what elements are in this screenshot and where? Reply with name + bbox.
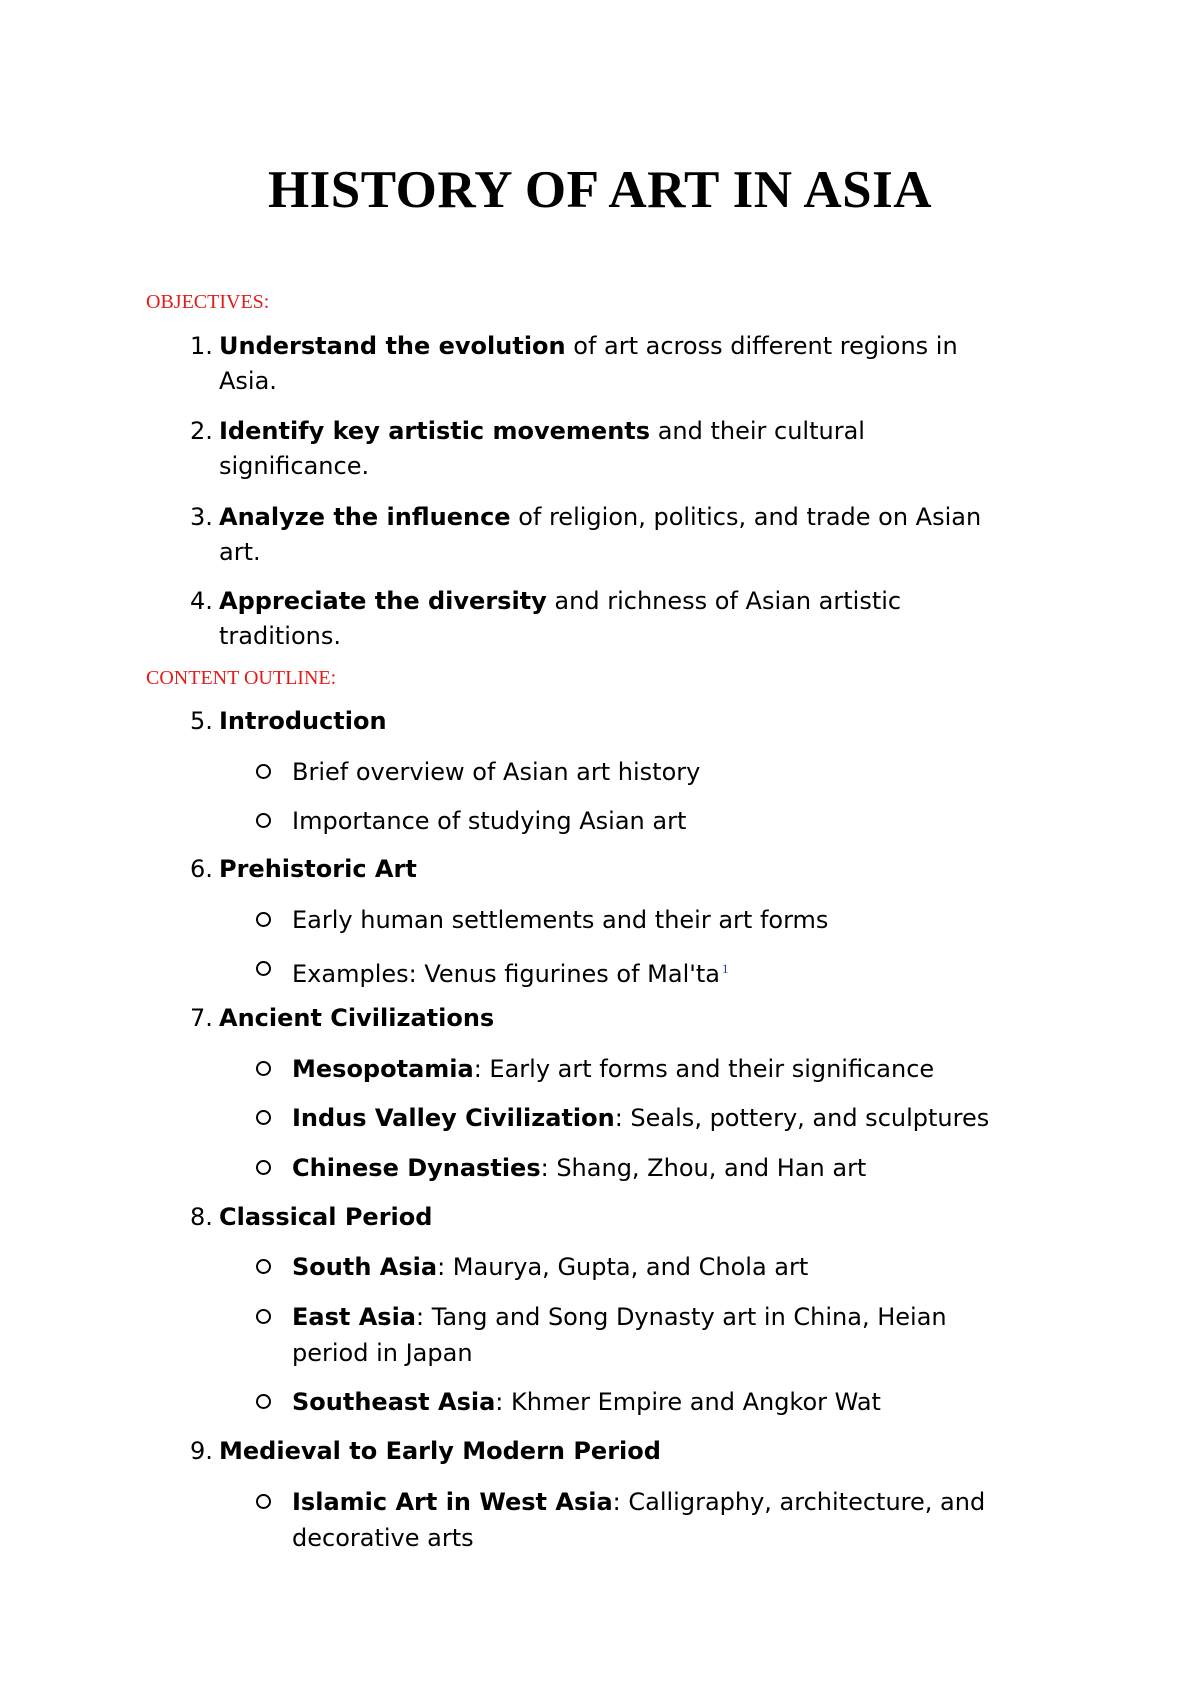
item-bold-text: Appreciate the diversity — [219, 587, 547, 615]
subitem-bold-text: Indus Valley Civilization — [292, 1104, 615, 1132]
subitem-text: : Tang and Song Dynasty art in China, Heian — [415, 1303, 947, 1331]
item-number: 5. — [190, 707, 213, 735]
outline-subitem — [256, 1384, 1116, 1420]
section-title: Classical Period — [219, 1203, 433, 1231]
subitem-text: Importance of studying Asian art — [292, 807, 687, 835]
outline-section — [190, 1200, 1070, 1235]
item-continuation: art. — [219, 538, 261, 566]
outline-subitem — [256, 1051, 1116, 1087]
section-title: Medieval to Early Modern Period — [219, 1437, 661, 1465]
outline-subitem — [256, 1150, 1116, 1186]
circle-bullet-icon — [256, 912, 271, 927]
item-continuation: Asia. — [219, 367, 277, 395]
circle-bullet-icon — [256, 1394, 271, 1409]
item-number: 8. — [190, 1203, 213, 1231]
circle-bullet-icon — [256, 813, 271, 828]
item-text: of religion, politics, and trade on Asian — [510, 503, 982, 531]
outline-subitem — [256, 1249, 1116, 1285]
outline-section — [190, 1434, 1070, 1469]
section-title: Ancient Civilizations — [219, 1004, 495, 1032]
circle-bullet-icon — [256, 1309, 271, 1324]
item-text: and richness of Asian artistic — [546, 587, 902, 615]
outline-subitem — [256, 902, 1116, 938]
item-text: of art across different regions in — [565, 332, 958, 360]
outline-subitem — [256, 803, 1116, 839]
subitem-text: : Seals, pottery, and sculptures — [614, 1104, 990, 1132]
item-bold-text: Understand the evolution — [219, 332, 566, 360]
outline-section — [190, 1001, 1070, 1036]
subitem-bold-text: Mesopotamia — [292, 1055, 474, 1083]
subitem-text: : Calligraphy, architecture, and — [612, 1488, 986, 1516]
item-continuation: significance. — [219, 452, 370, 480]
subitem-text: Examples: Venus figurines of Mal'ta — [292, 960, 720, 988]
objective-item — [190, 500, 1070, 570]
subitem-text: Early human settlements and their art forms — [292, 906, 829, 934]
footnote-reference[interactable]: 1 — [721, 961, 729, 976]
outline-subitem — [256, 1100, 1116, 1136]
item-text: and their cultural — [650, 417, 865, 445]
subitem-bold-text: Southeast Asia — [292, 1388, 496, 1416]
subitem-text: : Early art forms and their significance — [473, 1055, 935, 1083]
subitem-text: : Maurya, Gupta, and Chola art — [437, 1253, 809, 1281]
objective-item — [190, 329, 1070, 399]
outline-section — [190, 852, 1070, 887]
outline-subitem — [256, 1299, 1116, 1371]
circle-bullet-icon — [256, 1110, 271, 1125]
item-number: 2. — [190, 417, 213, 445]
circle-bullet-icon — [256, 1259, 271, 1274]
circle-bullet-icon — [256, 764, 271, 779]
content-outline-heading: CONTENT OUTLINE: — [146, 667, 337, 689]
subitem-text: Brief overview of Asian art history — [292, 758, 701, 786]
subitem-continuation: period in Japan — [292, 1339, 473, 1367]
item-number: 3. — [190, 503, 213, 531]
subitem-bold-text: East Asia — [292, 1303, 416, 1331]
objective-item — [190, 584, 1070, 654]
page-title: HISTORY OF ART IN ASIA — [267, 161, 933, 219]
outline-subitem — [256, 1484, 1116, 1556]
outline-subitem — [256, 754, 1116, 790]
circle-bullet-icon — [256, 1494, 271, 1509]
item-number: 7. — [190, 1004, 213, 1032]
item-number: 9. — [190, 1437, 213, 1465]
item-bold-text: Identify key artistic movements — [219, 417, 651, 445]
section-title: Prehistoric Art — [219, 855, 417, 883]
item-number: 6. — [190, 855, 213, 883]
circle-bullet-icon — [256, 961, 271, 976]
subitem-bold-text: South Asia — [292, 1253, 438, 1281]
objective-item — [190, 414, 1070, 484]
outline-subitem — [256, 951, 1116, 992]
item-number: 1. — [190, 332, 213, 360]
objectives-heading: OBJECTIVES: — [146, 291, 270, 313]
subitem-continuation: decorative arts — [292, 1524, 474, 1552]
item-continuation: traditions. — [219, 622, 341, 650]
outline-section — [190, 704, 1070, 739]
item-bold-text: Analyze the influence — [219, 503, 511, 531]
section-title: Introduction — [219, 707, 387, 735]
subitem-bold-text: Chinese Dynasties — [292, 1154, 541, 1182]
subitem-text: : Khmer Empire and Angkor Wat — [495, 1388, 881, 1416]
item-number: 4. — [190, 587, 213, 615]
circle-bullet-icon — [256, 1061, 271, 1076]
circle-bullet-icon — [256, 1160, 271, 1175]
subitem-bold-text: Islamic Art in West Asia — [292, 1488, 613, 1516]
subitem-text: : Shang, Zhou, and Han art — [540, 1154, 867, 1182]
